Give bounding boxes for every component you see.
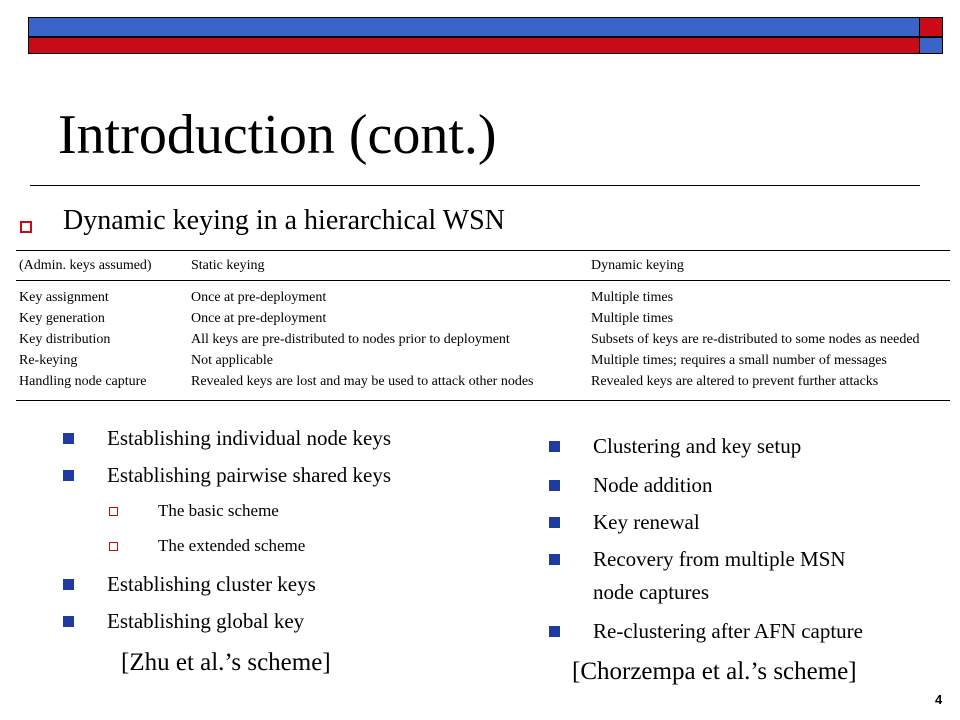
main-bullet-text: Dynamic keying in a hierarchical WSN <box>63 205 505 236</box>
square-bullet-icon <box>63 433 74 444</box>
table-cell: Multiple times <box>591 290 674 305</box>
sub-list-item: The basic scheme <box>158 501 279 520</box>
right-citation: [Chorzempa et al.’s scheme] <box>572 658 857 685</box>
list-item: Establishing cluster keys <box>107 572 316 596</box>
table-cell: Once at pre-deployment <box>191 311 327 326</box>
table-row <box>16 308 950 329</box>
square-bullet-icon <box>549 517 560 528</box>
list-item: Node addition <box>593 473 713 497</box>
table-cell: Key generation <box>19 311 105 326</box>
list-item: Clustering and key setup <box>593 434 802 458</box>
list-item: Establishing pairwise shared keys <box>107 463 392 487</box>
header-blue-square <box>919 37 943 54</box>
table-row <box>16 329 950 350</box>
square-bullet-icon <box>549 626 560 637</box>
keying-comparison-table <box>16 250 950 401</box>
table-cell: Subsets of keys are re-distributed to some nodes as needed <box>591 332 920 347</box>
table-cell: Multiple times; requires a small number of messages <box>591 353 887 368</box>
hollow-square-bullet-icon <box>109 507 118 516</box>
list-item: Establishing individual node keys <box>107 426 392 450</box>
left-citation: [Zhu et al.’s scheme] <box>121 649 331 676</box>
table-cell: Key assignment <box>19 290 109 305</box>
list-item: Recovery from multiple MSN <box>593 547 846 571</box>
header-blue-bar <box>28 17 943 37</box>
table-row <box>16 350 950 371</box>
list-item: Key renewal <box>593 510 700 534</box>
list-item: Establishing global key <box>107 609 305 633</box>
square-bullet-icon <box>63 616 74 627</box>
table-cell: Once at pre-deployment <box>191 290 327 305</box>
table-cell: Revealed keys are lost and may be used to attack other nodes <box>188 371 588 401</box>
table-cell: Multiple times <box>591 311 674 326</box>
table-header-cell: Dynamic keying <box>588 251 950 281</box>
page-number: 4 <box>935 692 943 707</box>
header-red-bar <box>28 37 943 54</box>
list-item-continuation: node captures <box>593 580 710 604</box>
table-cell: Not applicable <box>191 353 274 368</box>
table-cell: Revealed keys are altered to prevent further attacks <box>588 371 950 401</box>
title-divider <box>30 185 920 186</box>
table-cell: All keys are pre-distributed to nodes prior to deployment <box>191 332 510 347</box>
table-header-cell: Static keying <box>188 251 588 281</box>
table-row <box>16 281 950 309</box>
square-bullet-icon <box>549 441 560 452</box>
header-red-square <box>919 17 943 37</box>
square-bullet-icon <box>549 554 560 565</box>
hollow-square-bullet-icon <box>109 542 118 551</box>
hollow-square-bullet-icon <box>20 221 32 233</box>
table-cell: Re-keying <box>19 353 78 368</box>
square-bullet-icon <box>63 470 74 481</box>
table-cell: Key distribution <box>19 332 111 347</box>
square-bullet-icon <box>63 579 74 590</box>
table-cell: Handling node capture <box>16 371 188 401</box>
table-row <box>16 371 950 401</box>
table-header-cell: (Admin. keys assumed) <box>16 251 188 281</box>
square-bullet-icon <box>549 480 560 491</box>
slide-title: Introduction (cont.) <box>58 104 497 166</box>
table-header-row <box>16 251 950 281</box>
list-item: Re-clustering after AFN capture <box>593 619 863 643</box>
sub-list-item: The extended scheme <box>158 536 306 555</box>
